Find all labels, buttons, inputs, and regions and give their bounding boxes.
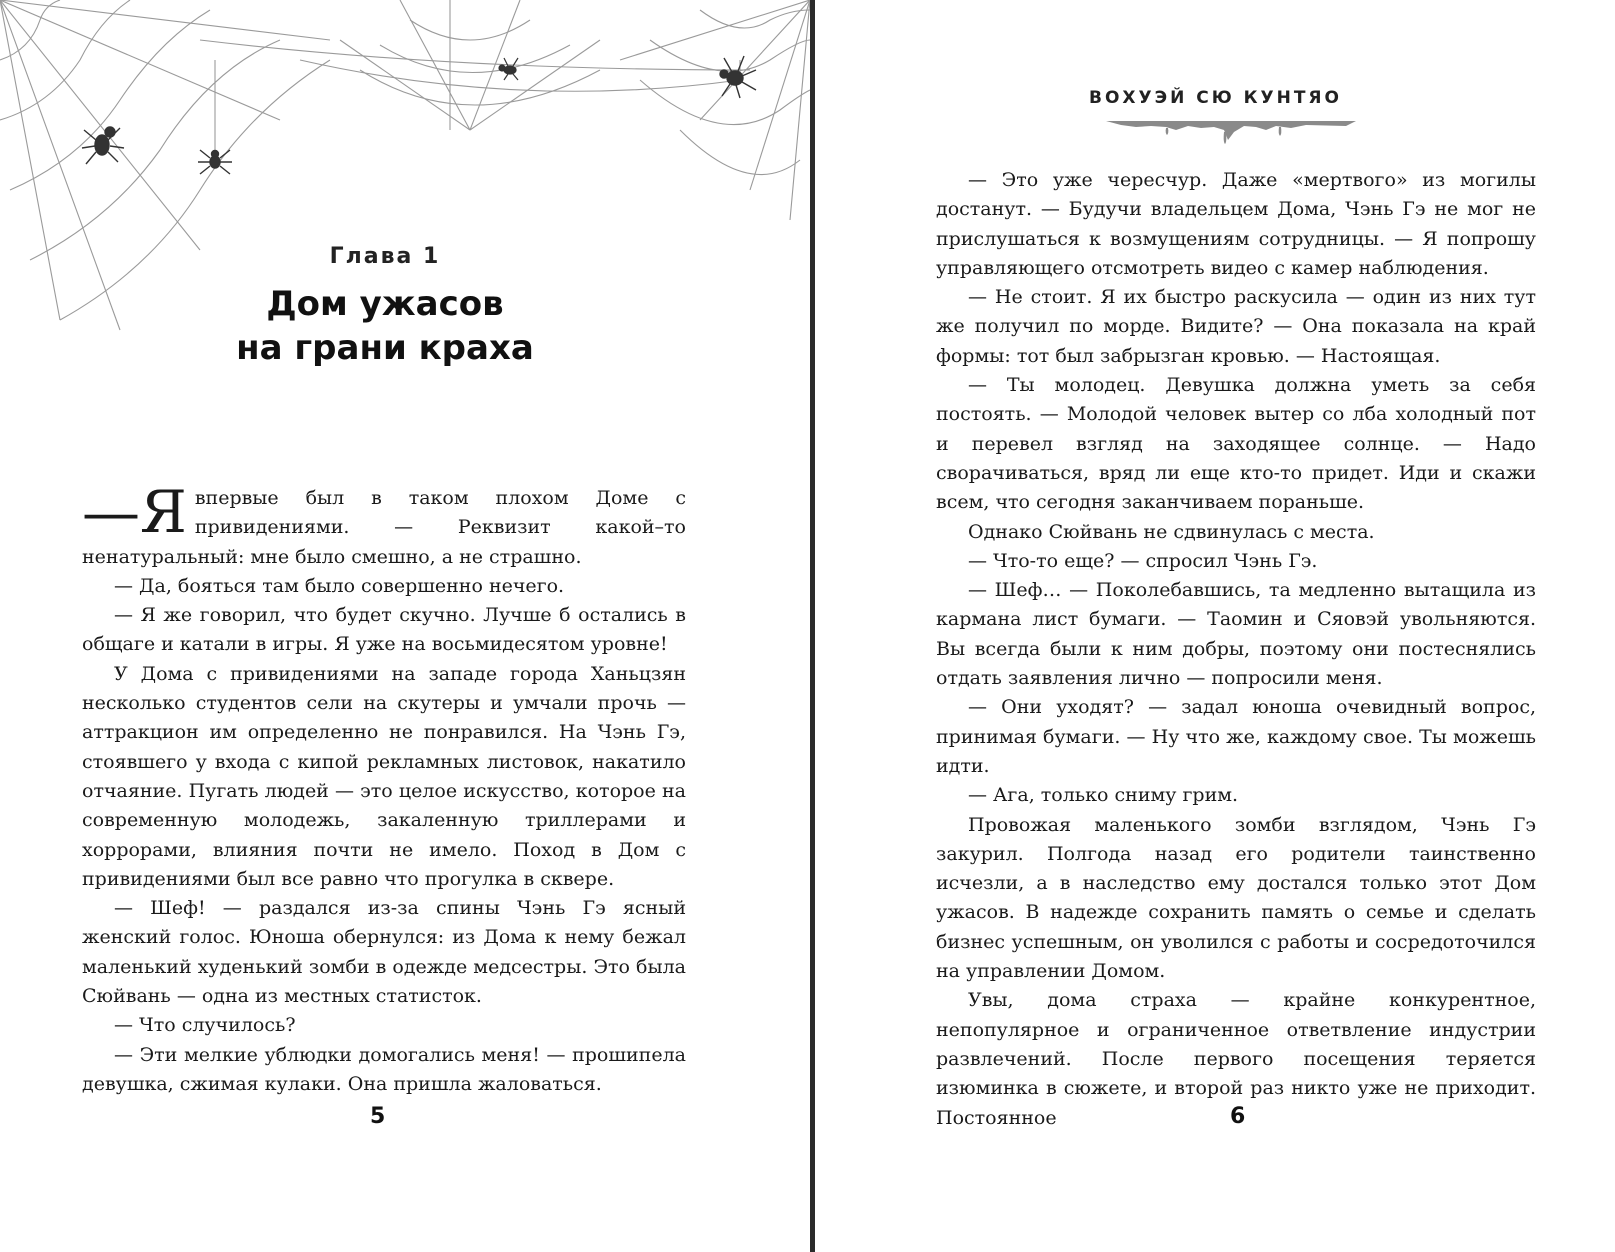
page-number-right: 6 xyxy=(1230,1104,1246,1129)
gutter-divider xyxy=(810,0,815,1252)
paragraph: — Шеф… — Поколебавшись, та медленно вытащила из кармана лист бумаги. — Таомин и Сяовэй увольняются. Вы всегда были к ним добры, поэтому они постеснялись отдать заявления лично — попросили меня. xyxy=(936,579,1536,690)
paragraph: У Дома с привидениями на западе города Ханьцзян несколько студентов сели на скутеры и умчали прочь — аттракцион им определенно не понравился. На Чэнь Гэ, стоявшего у входа с кипой рекламных листовок, накатило отчаяние. Пугать людей — это целое искусство, которое на современную молодежь, закаленную триллерами и хоррорами, влияния почти не имело. Поход в Дом с привидениями был все равно что прогулка в сквере. xyxy=(82,662,686,890)
paragraph: Провожая маленького зомби взглядом, Чэнь Гэ закурил. Полгода назад его родители таинственно исчезли, а в наследство ему достался только этот Дом ужасов. В надежде сохранить память о семье и сделать бизнес успешным, он уволился с работы и сосредоточился на управлении Домом. xyxy=(936,813,1536,983)
paragraph: Увы, дома страха — крайне конкурентное, непопулярное и ограниченное ответвление индустрии развлечений. После первого посещения теряется изюминка в сюжете, и второй раз никто уже не приходит. Постоянное xyxy=(936,989,1536,1129)
paragraph: — Шеф! — раздался из-за спины Чэнь Гэ ясный женский голос. Юноша обернулся: из Дома к нему бежал маленький худенький зомби в одежде медсестры. Это была Сюйвань — одна из местных статисток. xyxy=(82,897,686,1008)
paragraph: — Что случилось? xyxy=(114,1014,296,1037)
blood-drip-ornament xyxy=(1106,118,1356,148)
paragraph: — Это уже чересчур. Даже «мертвого» из могилы достанут. — Будучи владельцем Дома, Чэнь Гэ не мог не прислушаться к возмущениям сотрудницы. — Я попрошу управляющего отсмотреть видео с камер наблюдения. xyxy=(936,169,1536,279)
paragraph: —Я впервые был в таком плохом Доме с привидениями. — Реквизит какой–то ненатуральный: мне было смешно, а не страшно. xyxy=(82,478,686,568)
right-page xyxy=(816,0,1615,1252)
paragraph: — Ага, только сниму грим. xyxy=(968,784,1239,807)
right-body-text xyxy=(936,166,1536,1133)
chapter-title xyxy=(0,282,770,370)
paragraph: — Не стоит. Я их быстро раскусила — один из них тут же получил по морде. Видите? — Она показала на край формы: тот был забрызган кровью. — Настоящая. xyxy=(936,286,1536,367)
paragraph: — Я же говорил, что будет скучно. Лучше б остались в общаге и катали в игры. Я уже на восьмидесятом уровне! xyxy=(82,604,686,656)
chapter-title-line-2: на грани краха xyxy=(236,328,534,368)
spider-icon xyxy=(499,58,518,80)
chapter-title-line-1: Дом ужасов xyxy=(266,284,504,324)
paragraph: — Ты молодец. Девушка должна уметь за себя постоять. — Молодой человек вытер со лба холодный пот и перевел взгляд на заходящее солнце. — Надо сворачиваться, вряд ли еще кто-то придет. Иди и скажи всем, что сегодня заканчиваем пораньше. xyxy=(936,374,1536,514)
running-head: ВОХУЭЙ СЮ КУНТЯО xyxy=(1089,88,1342,108)
chapter-label: Глава 1 xyxy=(329,244,441,269)
paragraph: — Что-то еще? — спросил Чэнь Гэ. xyxy=(968,549,1318,572)
dropcap: —Я xyxy=(82,478,187,546)
spider-icon xyxy=(82,127,124,164)
paragraph: — Эти мелкие ублюдки домогались меня! — прошипела девушка, сжимая кулаки. Она пришла жаловаться. xyxy=(82,1043,686,1095)
paragraph: — Они уходят? — задал юноша очевидный вопрос, принимая бумаги. — Ну что же, каждому свое. Ты можешь идти. xyxy=(936,696,1536,777)
spider-icon xyxy=(720,56,756,98)
page-number-left: 5 xyxy=(370,1104,386,1129)
spider-icon xyxy=(198,150,232,174)
paragraph: Однако Сюйвань не сдвинулась с места. xyxy=(968,520,1375,543)
left-body-text xyxy=(82,478,686,1099)
paragraph: — Да, бояться там было совершенно нечего. xyxy=(114,574,565,597)
